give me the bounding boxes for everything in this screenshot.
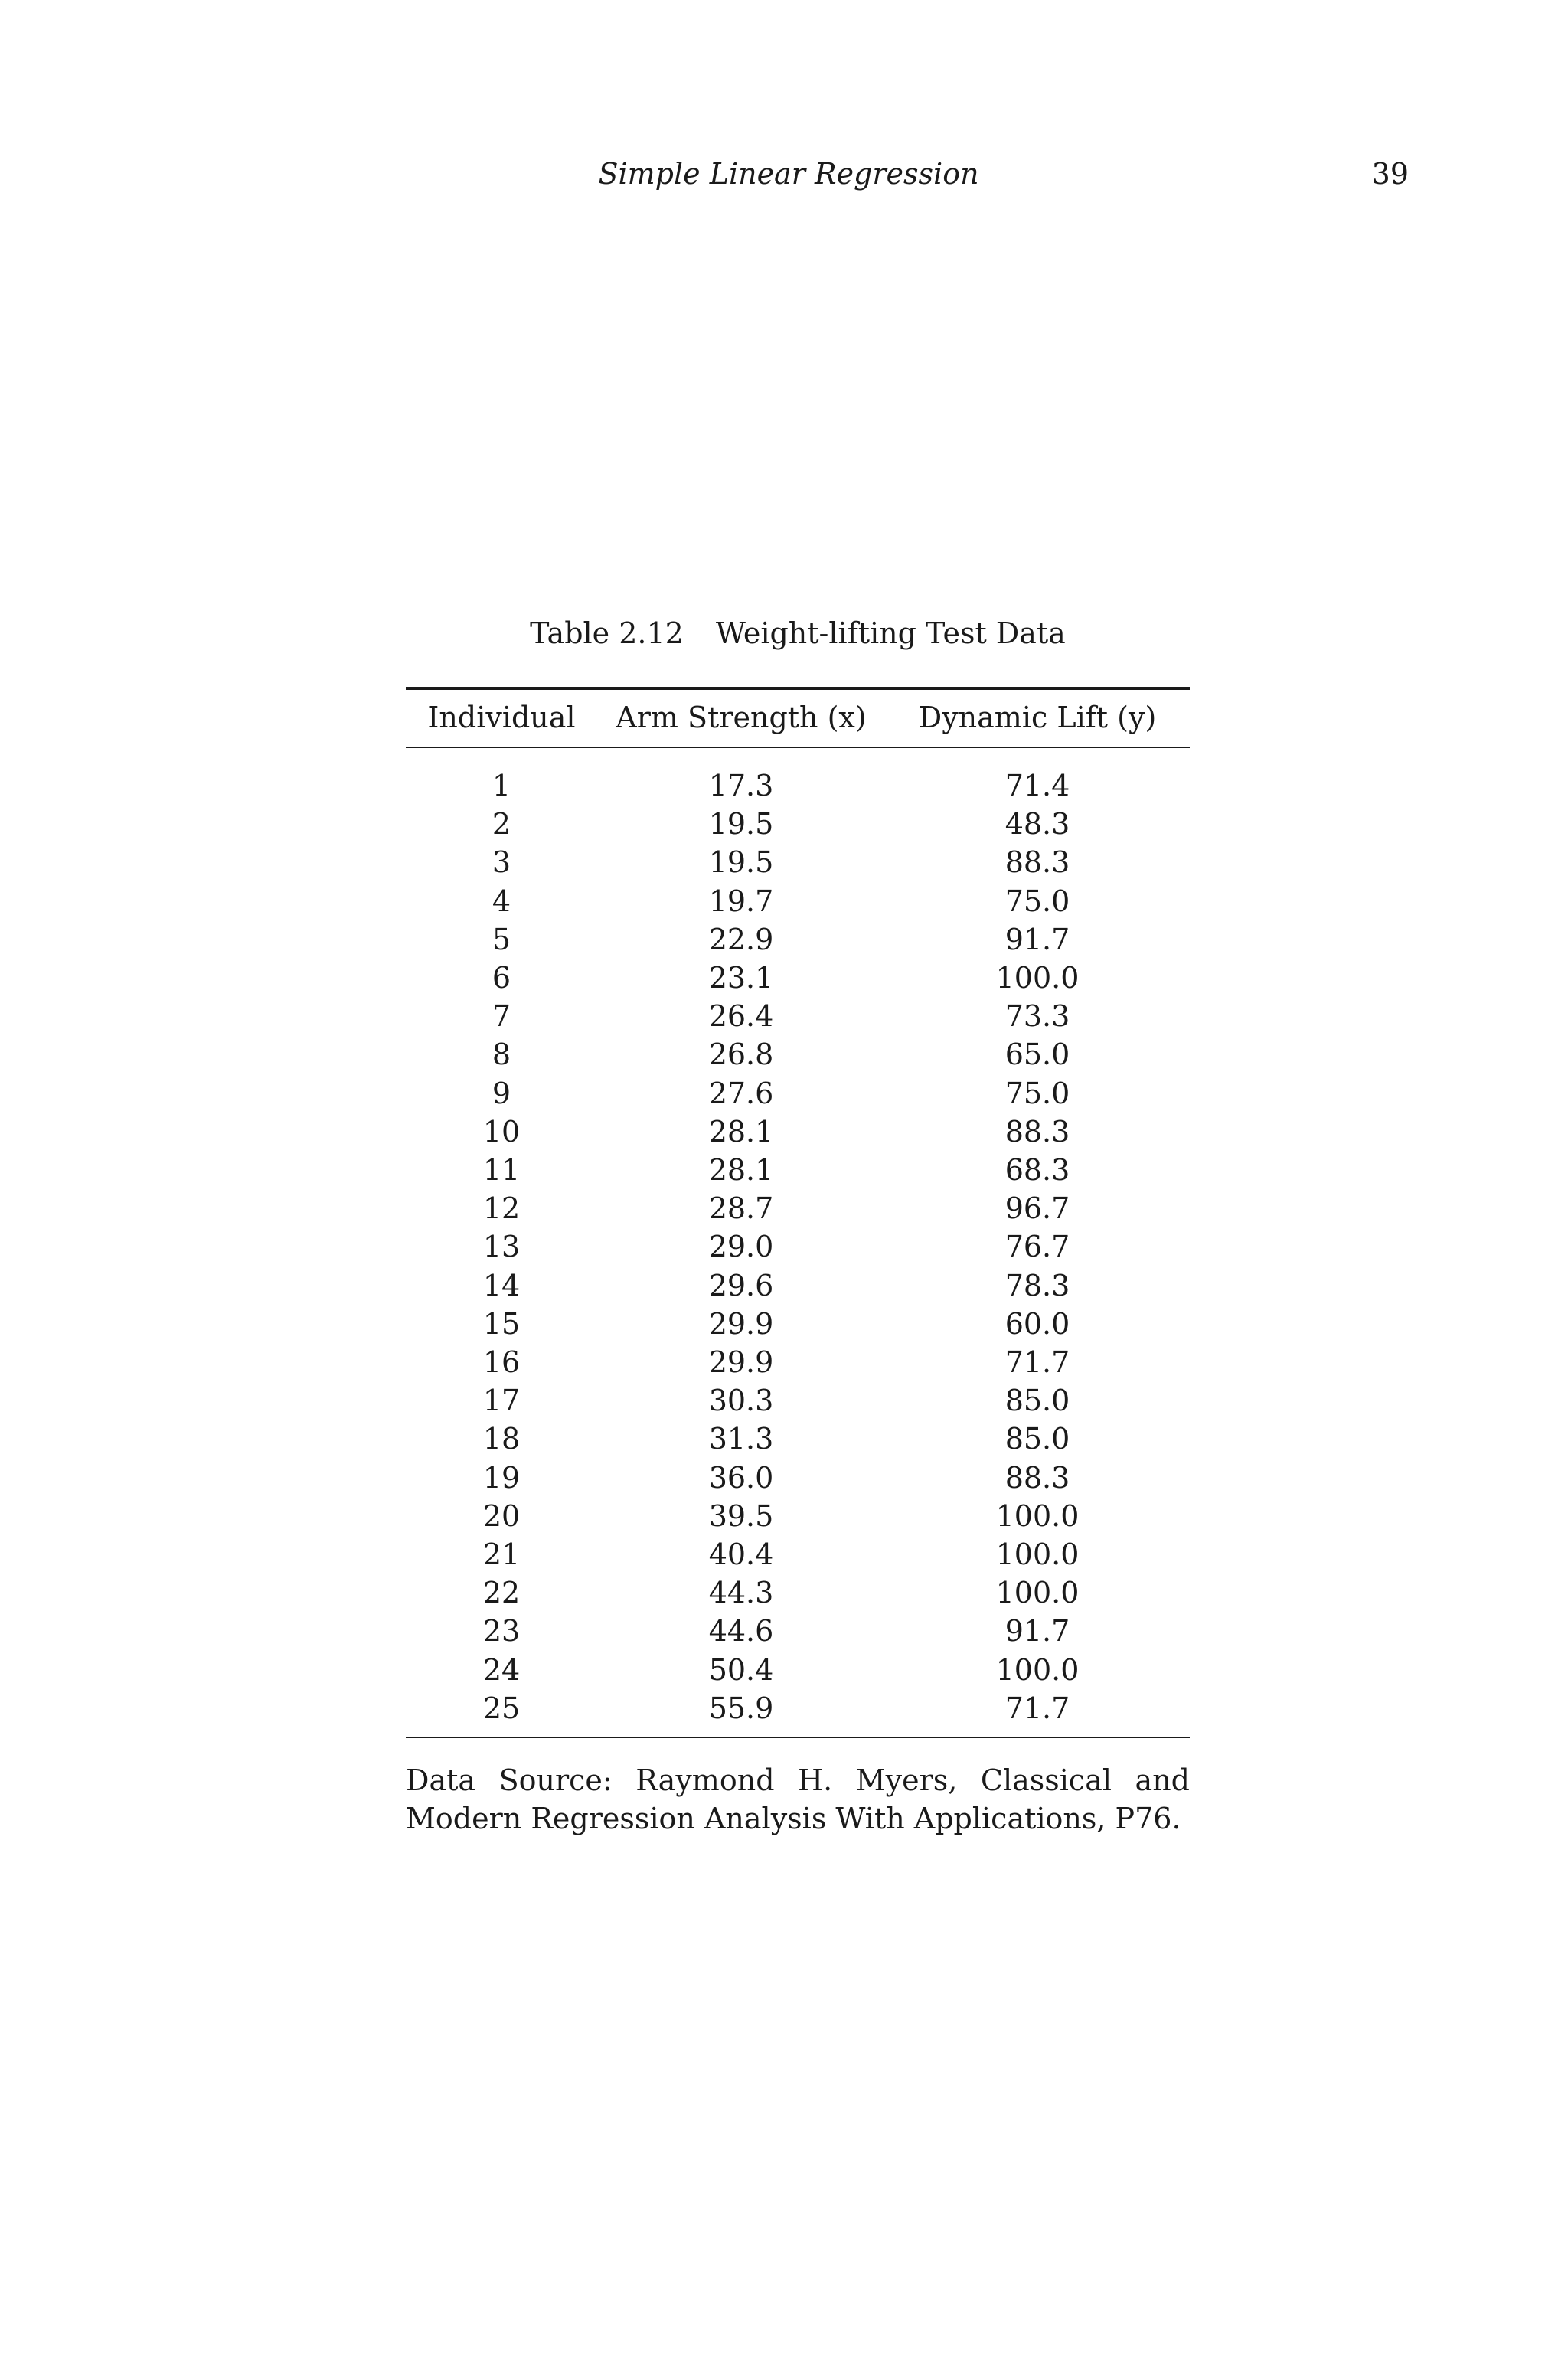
cell-arm-strength: 55.9	[597, 1689, 885, 1737]
table-row	[406, 1305, 1190, 1343]
cell-individual: 14	[482, 1268, 521, 1302]
table-block	[406, 616, 1190, 1838]
table-row	[406, 1497, 1190, 1535]
cell-arm-strength: 28.1	[708, 1153, 774, 1188]
cell-dynamic-lift: 91.7	[1004, 922, 1070, 956]
cell-individual: 7	[492, 999, 511, 1034]
cell-individual: 12	[482, 1191, 521, 1226]
cell-arm-strength: 29.0	[708, 1230, 774, 1264]
column-header-dynamic-lift: Dynamic Lift (y)	[885, 688, 1190, 747]
cell-dynamic-lift: 71.7	[1004, 1345, 1070, 1380]
cell-individual: 5	[492, 922, 511, 956]
cell-dynamic-lift: 88.3	[1004, 1114, 1070, 1149]
cell-dynamic-lift: 65.0	[1004, 1038, 1070, 1072]
table-row	[406, 1227, 1190, 1266]
cell-arm-strength: 30.3	[708, 1384, 774, 1418]
table-caption-number: Table 2.12	[530, 616, 684, 650]
table-row	[406, 959, 1190, 997]
cell-individual: 19	[482, 1460, 521, 1495]
cell-arm-strength: 44.6	[708, 1614, 774, 1649]
table-row	[406, 1151, 1190, 1189]
table-caption-title: Weight-lifting Test Data	[715, 616, 1066, 650]
table-row	[406, 1420, 1190, 1458]
data-table	[406, 687, 1190, 1738]
cell-dynamic-lift: 76.7	[1004, 1230, 1070, 1264]
table-row	[406, 1113, 1190, 1151]
cell-arm-strength: 22.9	[708, 922, 774, 956]
table-row	[406, 1574, 1190, 1612]
cell-dynamic-lift: 78.3	[1004, 1268, 1070, 1302]
column-header-individual: Individual	[406, 688, 597, 747]
cell-individual: 21	[482, 1538, 521, 1572]
cell-arm-strength: 50.4	[708, 1652, 774, 1687]
table-row	[406, 1612, 1190, 1650]
cell-arm-strength: 29.9	[708, 1306, 774, 1341]
cell-arm-strength: 19.5	[708, 807, 774, 841]
cell-individual: 17	[482, 1384, 521, 1418]
cell-individual: 10	[482, 1114, 521, 1149]
running-title: Simple Linear Regression	[598, 157, 979, 191]
cell-individual: 8	[492, 1038, 511, 1072]
cell-arm-strength: 29.9	[708, 1345, 774, 1380]
cell-dynamic-lift: 75.0	[1004, 1076, 1070, 1110]
table-row	[406, 1035, 1190, 1074]
table-caption	[406, 616, 1190, 650]
cell-individual: 16	[482, 1345, 521, 1380]
cell-arm-strength: 29.6	[708, 1268, 774, 1302]
cell-arm-strength: 26.8	[708, 1038, 774, 1072]
cell-dynamic-lift: 71.7	[885, 1689, 1190, 1737]
cell-arm-strength: 28.1	[708, 1114, 774, 1149]
cell-arm-strength: 23.1	[708, 961, 774, 995]
cell-individual: 13	[482, 1230, 521, 1264]
table-row	[406, 1189, 1190, 1227]
cell-dynamic-lift: 71.4	[1004, 769, 1070, 802]
cell-individual: 23	[482, 1614, 521, 1649]
table-row	[406, 1074, 1190, 1113]
table-row	[406, 1689, 1190, 1737]
cell-dynamic-lift: 91.7	[1004, 1614, 1070, 1649]
cell-arm-strength: 31.3	[708, 1422, 774, 1456]
cell-dynamic-lift: 75.0	[1004, 884, 1070, 918]
table-row	[406, 920, 1190, 959]
cell-individual: 4	[492, 884, 511, 918]
cell-dynamic-lift: 96.7	[1004, 1191, 1070, 1226]
table-body	[406, 747, 1190, 1737]
cell-individual: 11	[482, 1153, 521, 1188]
cell-individual: 20	[482, 1498, 521, 1533]
cell-individual: 18	[482, 1422, 521, 1456]
cell-individual: 3	[492, 845, 511, 880]
cell-arm-strength: 28.7	[708, 1191, 774, 1226]
cell-individual: 15	[482, 1306, 521, 1341]
table-header-row	[406, 688, 1190, 747]
cell-dynamic-lift: 88.3	[1004, 845, 1070, 880]
cell-dynamic-lift: 73.3	[1004, 999, 1070, 1034]
table-row	[406, 805, 1190, 843]
cell-arm-strength: 26.4	[708, 999, 774, 1034]
cell-dynamic-lift: 100.0	[995, 961, 1080, 995]
running-head	[0, 157, 1568, 203]
cell-arm-strength: 19.5	[708, 845, 774, 880]
table-row	[406, 1343, 1190, 1381]
table-row	[406, 747, 1190, 805]
cell-individual: 9	[492, 1076, 511, 1110]
cell-arm-strength: 27.6	[708, 1076, 774, 1110]
cell-dynamic-lift: 85.0	[1004, 1422, 1070, 1456]
cell-individual: 2	[492, 807, 511, 841]
cell-dynamic-lift: 100.0	[995, 1652, 1080, 1687]
cell-arm-strength: 19.7	[708, 884, 774, 918]
cell-dynamic-lift: 68.3	[1004, 1153, 1070, 1188]
cell-dynamic-lift: 100.0	[995, 1498, 1080, 1533]
table-row	[406, 843, 1190, 881]
table-row	[406, 1459, 1190, 1497]
cell-dynamic-lift: 88.3	[1004, 1460, 1070, 1495]
cell-individual: 6	[492, 961, 511, 995]
table-row	[406, 1535, 1190, 1574]
cell-individual: 1	[492, 769, 511, 802]
cell-dynamic-lift: 60.0	[1004, 1306, 1070, 1341]
source-note: Data Source: Raymond H. Myers, Classical and Modern Regression Analysis With Applications, P76.	[406, 1763, 1190, 1836]
cell-individual: 24	[482, 1652, 521, 1687]
cell-arm-strength: 39.5	[708, 1498, 774, 1533]
cell-dynamic-lift: 100.0	[995, 1538, 1080, 1572]
cell-dynamic-lift: 48.3	[1004, 807, 1070, 841]
table-row	[406, 1381, 1190, 1420]
cell-dynamic-lift: 85.0	[1004, 1384, 1070, 1418]
table-row	[406, 997, 1190, 1035]
table-header	[406, 688, 1190, 747]
cell-individual: 22	[482, 1576, 521, 1610]
cell-arm-strength: 40.4	[708, 1538, 774, 1572]
table-row	[406, 1651, 1190, 1689]
cell-arm-strength: 44.3	[708, 1576, 774, 1610]
table-row	[406, 1266, 1190, 1305]
table-row	[406, 882, 1190, 920]
cell-arm-strength: 17.3	[708, 769, 774, 802]
page-number: 39	[1371, 157, 1409, 191]
column-header-arm-strength: Arm Strength (x)	[597, 688, 885, 747]
cell-individual: 25	[406, 1689, 597, 1737]
cell-dynamic-lift: 100.0	[995, 1576, 1080, 1610]
cell-arm-strength: 36.0	[708, 1460, 774, 1495]
